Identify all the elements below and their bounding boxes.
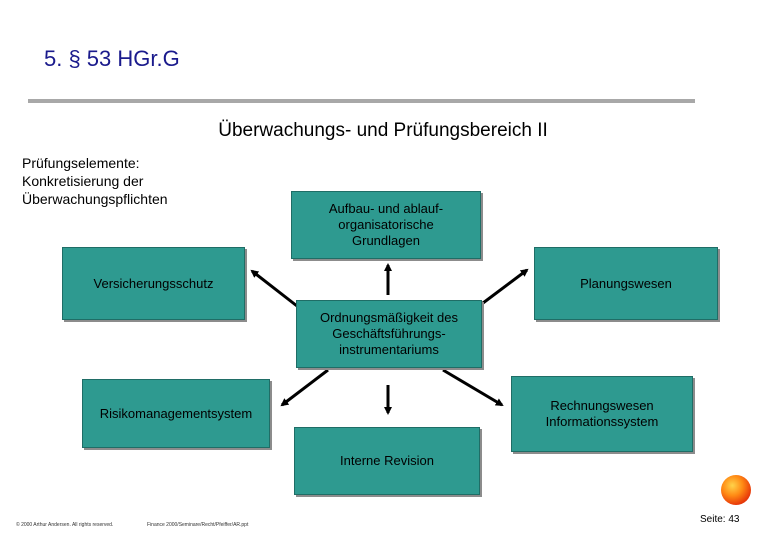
slide-heading-text: Überwachungs- und Prüfungsbereich II: [218, 120, 548, 141]
box-revision: [294, 427, 480, 495]
box-aufbau-label: Aufbau- und ablauf- organisatorische Grundlagen: [328, 201, 444, 248]
box-versicherung: [62, 247, 245, 320]
arrow-to-risiko: [282, 370, 328, 405]
arrow-to-planung: [479, 270, 527, 306]
box-ordnung: [296, 300, 482, 368]
box-ordnung-label: Ordnungsmäßigkeit des Geschäftsführungs- instrumentariums: [319, 310, 458, 357]
box-rechnung: [511, 376, 693, 452]
box-planung: [534, 247, 718, 320]
intro-text: Prüfungselemente: Konkretisierung der Überwachungspflichten: [22, 155, 168, 207]
decorative-sphere: [721, 475, 751, 505]
box-planung-label: Planungswesen: [580, 275, 672, 291]
box-versicherung-label: Versicherungsschutz: [93, 275, 214, 291]
footer-file-path: Finance 2000/Seminare/Recht/Pfeiffer/AR.ppt: [147, 522, 249, 528]
arrow-to-versicherung: [252, 271, 297, 306]
page-number: Seite: 43: [700, 514, 740, 525]
slide-title: 5. § 53 HGr.G: [44, 46, 180, 71]
arrow-to-rechnung: [443, 370, 502, 405]
footer-copyright: © 2000 Arthur Andersen. All rights reserved.: [16, 522, 114, 528]
box-risiko: [82, 379, 270, 448]
box-rechnung-label: Rechnungswesen Informationssystem: [545, 398, 659, 429]
box-aufbau: [291, 191, 481, 259]
box-risiko-label: Risikomanagementsystem: [99, 405, 253, 421]
box-revision-label: Interne Revision: [340, 453, 434, 468]
